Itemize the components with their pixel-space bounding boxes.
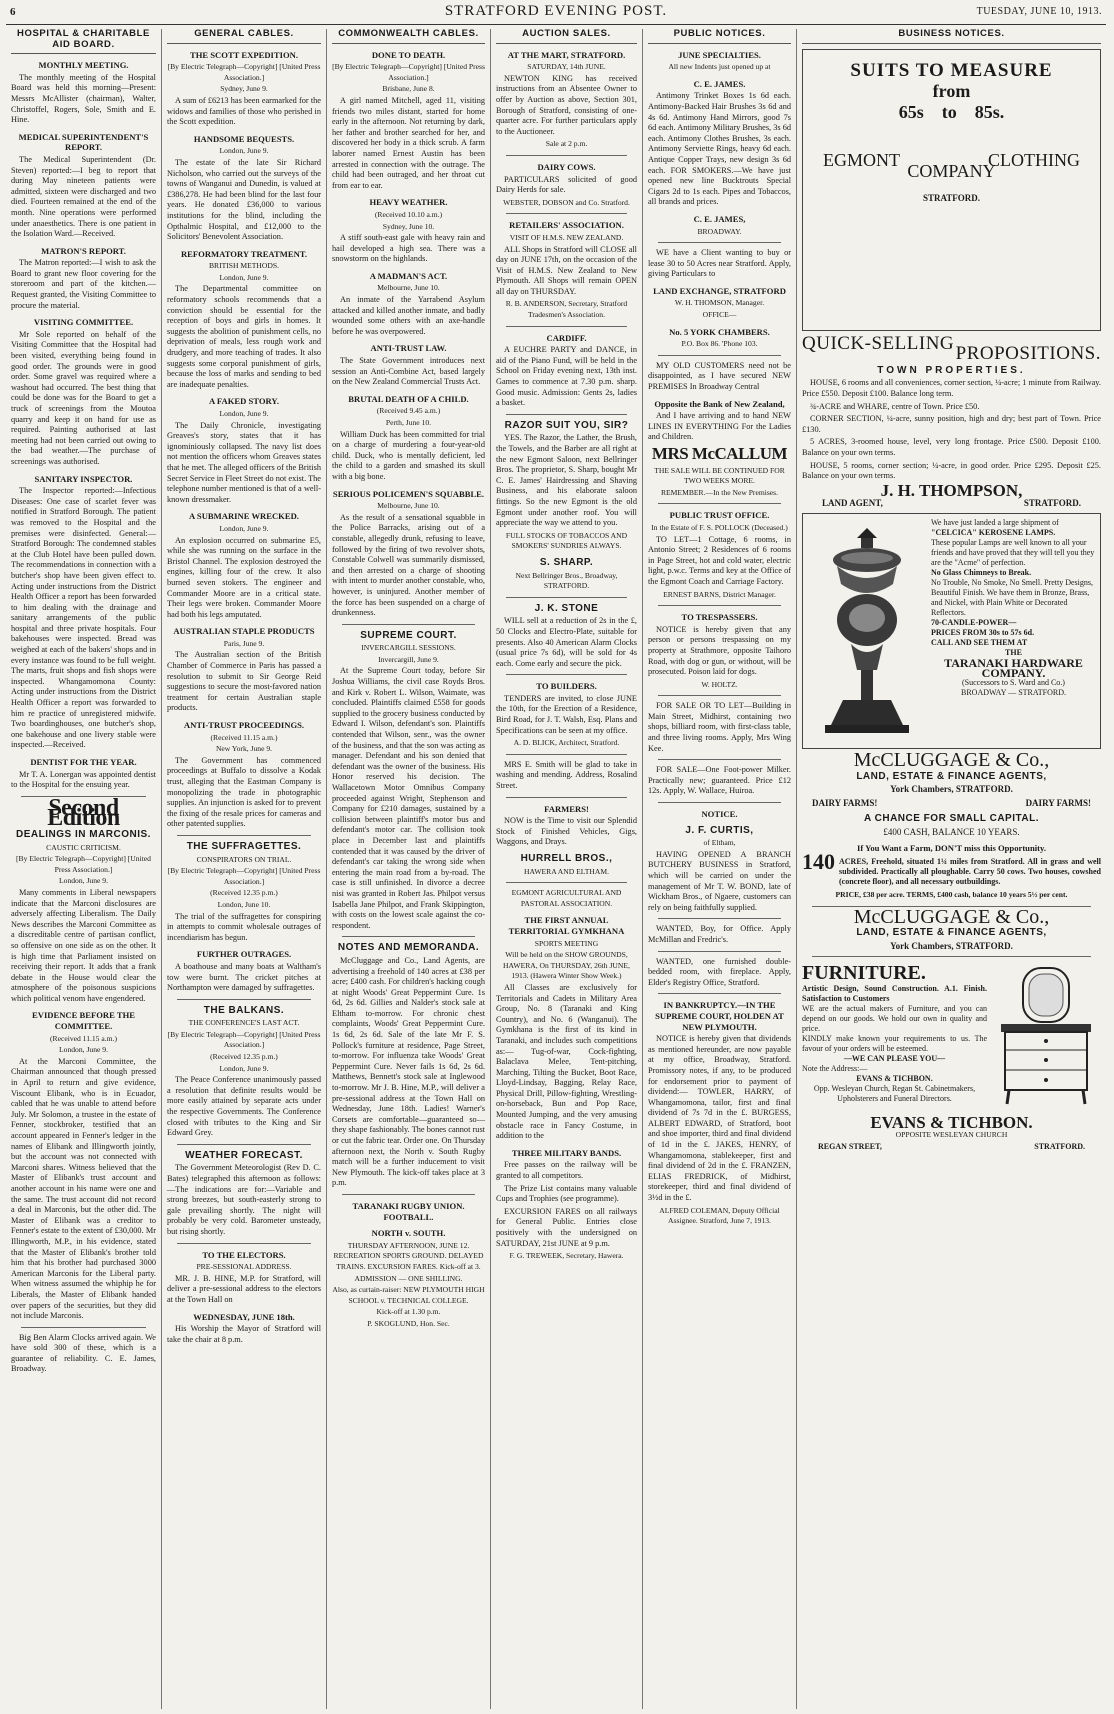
advert-text: ADMISSION — ONE SHILLING. [354,1273,463,1283]
story-body: The Medical Superintendent (Dr. Steven) reported:—I beg to report that during May nineteen patients were admitted, sixteen were discharged and two died. Fourteen remained at the end of the month. Nine operations were performed under anaesthetics. There is one patient in the Isolation Ward.—Received. [11,154,156,239]
dateline: London, June 9. [219,523,269,533]
advert-address: BROADWAY. [697,226,742,236]
story-heading: WEATHER FORECAST. [185,1149,303,1161]
story-heading: ANTI-TRUST PROCEEDINGS. [183,720,305,731]
advert-body: All Classes are exclusively for Territorials and Cadets in Military Area Group, No. 8 (Taranaki and King Country), and No. 6 (Wanganui). The Gymkhana is the first of its kind in Taranaki, and includes such competitions as:— Tug-of-war, Cock-fighting, Balaclava Melee, Tent-pitching, Marching, Tilting the Bucket, Boot Race, Lloyd-Lindsay, Bagging, Relay Race, Physical Drill, Pillow-fighting, Wrestling-on-horseback, Bun and Pop Race, Mounted Jumping, and the very amusing obstacle race in Fancy Costume, in addition to the [496,982,637,1141]
column-heading: PUBLIC NOTICES. [648,29,791,44]
evans-location: OPPOSITE WESLEYAN CHURCH [895,1130,1008,1140]
advert-heading: THE FIRST ANNUAL TERRITORIAL GYMKHANA [508,915,625,936]
bigben-notice: Big Ben Alarm Clocks arrived again. We have sold 300 of these, which is a guarantee of reliability. C. E. James, Broadway. [11,1332,156,1374]
wire-credit: [By Electric Telegraph—Copyright] [United Press Association.] [16,854,151,874]
furniture-text: Note the Address:— [802,1064,868,1074]
suits-from: from [932,81,971,102]
received-time: (Received 10.10 a.m.) [374,209,443,219]
lamp-text: THE [1005,647,1022,657]
mccluggage-name: McCLUGGAGE & Co., [853,748,1050,771]
story-heading: THE SUFFRAGETTES. [186,840,302,852]
farm-question: If You Want a Farm, DON'T miss this Opportunity. [857,843,1046,854]
mccluggage-sub-2: LAND, ESTATE & FINANCE AGENTS, [856,927,1047,939]
advert-heading: RETAILERS' ASSOCIATION. [509,220,624,231]
advert-text: THE SALE WILL BE CONTINUED FOR TWO WEEKS MORE. [654,465,785,486]
advert-text: P. SKOGLUND, Hon. Sec. [367,1318,450,1328]
story-body: The monthly meeting of the Hospital Board was held this morning—Present: Messrs McAllister (chairman), Walter, Christoffel, Rogers, Sole, Smith and E. Hine. [11,72,156,125]
egmont-town: STRATFORD. [922,192,981,203]
story-heading: EVIDENCE BEFORE THE COMMITTEE. [32,1010,135,1032]
dateline: Paris, June 9. [223,638,265,648]
advert-name: J. F. CURTIS, [685,824,754,836]
lamp-candlepower: 70-CANDLE-POWER— [931,617,1017,627]
dateline: Invercargill, June 9. [378,654,439,664]
mccluggage-sub: LAND, ESTATE & FINANCE AGENTS, [856,770,1047,782]
suits-heading: SUITS TO MEASURE [850,59,1053,81]
advert-body: FOR SALE—One Foot-power Milker. Practically new; guaranteed. Price £12 12s. Apply, W. Wallace, Huiroa. [648,765,791,796]
advert-name: C. E. JAMES. [693,78,746,89]
story-body: At the Supreme Court today, before Sir Joshua Williams, the civil case Royds Bros. and Kirk v. Robert L. Wilson, Waimate, was concluded. Plaintiffs claimed £558 for goods supplied to the grocery business conducted by Edward I. Wilson, defendant's son. Plaintiffs contended that Wilson, senr., was the owner of the business, and that the son was acting as manager. Defendant and his son denied that defendant was the owner of the business. His Honor reserved his decision. The Wallacetown Motor Omnibus Company proceeded against Wright, Stephenson and Company for £210 damages, sustained by a collision between plaintiff's motor bus and defendant's motor car. The collision took place in December last and plaintiffs contended that it was caused by the driver of defendant's car taking the wrong side when entering the main road from a by-road. The case is still unfinished. In divorce a decree nisi was granted in Robert Jas. Philpot versus Isabella Jane Philpot, and Frank Skippington, with costs on the lowest scale against the co-respondent. [332,666,485,930]
thompson-name: J. H. THOMPSON, [880,480,1023,500]
story-body: As the result of a sensational squabble in the Police Barracks, arising out of a constable, allegedly drunk, refusing to leave, followed by the firing of two revolver shots, Constable Colwell was summarily dismissed, and then arrested on a charge of shooting with intent to murder another constable, who, however, is uninjured. Another member of the force has been suspended on a charge of drunkenness. [332,512,485,618]
story-heading: FURTHER OUTRAGES. [196,949,292,960]
advert-heading: IN BANKRUPTCY.—IN THE SUPREME COURT, HOLDEN AT NEW PLYMOUTH. [655,1000,784,1032]
advert-address: No. 5 YORK CHAMBERS. [669,326,770,337]
dateline: Sydney, June 9. [220,84,268,94]
wire-credit: [By Electric Telegraph—Copyright] [United Press Association.] [167,62,321,82]
town-properties: TOWN PROPERTIES. [877,364,1026,376]
advert-text: Also, as curtain-raiser: NEW PLYMOUTH HIGH SCHOOL v. TECHNICAL COLLEGE. [332,1285,485,1305]
dairy-farms-left: DAIRY FARMS! [812,797,878,808]
dateline: London, June 9. [219,1063,269,1073]
advert-subheading: VISIT OF H.M.S. NEW ZEALAND. [509,232,624,242]
advert-body: TO LET—1 Cottage, 6 rooms, in Antonio Street; 2 Residences of 6 rooms in Page Street, hot and cold water, electric light, p.w.c. Terms and key at the Office of the Egmont Coach and Carriage Factory. [648,534,791,586]
story-heading: A MADMAN'S ACT. [369,270,448,281]
story-heading: SANITARY INSPECTOR. [34,473,133,484]
wire-credit: [By Electric Telegraph—Copyright] [United Press Association.] [332,62,485,82]
advert-signature: ERNEST BARNS, District Manager. [663,589,776,599]
advert-body: NOTICE is hereby given that dividends as mentioned hereunder, are now payable at my office, Broadway, Stratford. Promissory notes, if any, to be produced for endorsement prior to payment of dividend:— TOWLER, HARRY, of Whangamomona, tailor, first and final dividend of 7s 7d in the £. BURGESS, ALBERT EDWARD, of Stratford, boot and shoe importer, third and final dividend of 1d in the £. JAKES, HENRY, of Whangamomona, stablekeeper, first and final dividend of 2d in the £. FRANZEN, ELIAS FREDRICK, of Midhirst, storekeeper, third and final dividend of 3½d in the £. [648,1034,791,1203]
dateline: Melbourne, June 10. [377,501,440,511]
wire-credit: [By Electric Telegraph—Copyright] [United Press Association.] [167,866,321,886]
story-body: Many comments in Liberal newspapers indicate that the Marconi disclosures are adversely affecting Liberalism. The Daily News describes the Marconi Committee as a discreditable centre of partisan conflict, so offensive on one side as on the other. It is high time that Parliament insisted on receiving their report. It adds that a frank debate in the House would clear the atmosphere of the poisonous suspicions which political venom have engendered. [11,887,156,1003]
egmont-word: EGMONT [823,150,900,171]
advert-body: NOW is the Time to visit our Splendid Stock of Finished Vehicles, Gigs, Waggons, and Drays. [496,816,637,847]
advert-body: TENDERS are invited, to close JUNE the 10th, for the Erection of a Residence, Bird Road, for J. T. Walsh, Esq. Plans and Specifications can be seen at my office. [496,693,637,735]
dateline: London, June 9. [59,876,108,886]
story-body: The trial of the suffragettes for conspiring in attempts to commit wholesale outrages of incendiarism has begun. [167,911,321,942]
story-body: The Daily Chronicle, investigating Greaves's story, states that it has ignominiously collapsed. The navy list does not mention the officers whom Greaves states that he met. The alleged officers of the British Secret Service in Fleet Street do not exist. The telephone number mentioned is that of a well-known dressmaker. [167,420,321,504]
advert-body: WANTED, Boy, for Office. Apply McMillan and Fredric's. [648,924,791,944]
evans-town: STRATFORD. [1034,1141,1085,1151]
column-heading: COMMONWEALTH CABLES. [332,29,485,44]
column-general-cables [162,29,327,1709]
property-list: HOUSE, 6 rooms and all conveniences, corner section, ¼-acre; 1 minute from Railway. Price £550. Deposit £100. Balance long term. ¾-ACRE and WHARE, centre of Town. Price £50. CORNER SECTION, ¼-acre, sunny position, high and dry; best part of Town. Price £130. 5 ACRES, 3-roomed house, level, very long frontage. Price £500. Deposit £100. Balance on your own terms. HOUSE, 5 rooms, corner section; ¼-acre, in good order. Price £295. Deposit £25. Balance on your own terms. [802,378,1101,481]
cash-line: £400 CASH, BALANCE 10 YEARS. [883,826,1020,837]
lamp-text: No Glass Chimneys to Break. [931,567,1032,577]
dairy-farms-right: DAIRY FARMS! [1025,797,1091,808]
clothing-word: CLOTHING [988,150,1080,171]
story-heading: HANDSOME BEQUESTS. [193,133,295,144]
column-heading: HOSPITAL & CHARITABLE AID BOARD. [11,29,156,54]
story-heading: HEAVY WEATHER. [369,197,448,208]
advert-heading: TO TRESPASSERS. [681,612,758,623]
taranaki-address: BROADWAY — STRATFORD. [961,687,1066,697]
company-word: COMPANY [907,160,996,181]
furniture-firm: EVANS & TICHBON. [856,1074,933,1084]
furniture-heading: FURNITURE. [802,962,926,985]
advert-name: LAND EXCHANGE, STRATFORD [653,285,786,296]
advert-text: THREE MILITARY BANDS. [511,1147,622,1158]
story-subheading: INVERCARGILL SESSIONS. [361,643,456,653]
received-time: (Received 11.15 a.m.) [210,732,278,742]
advert-address: of Eltham, [703,838,736,848]
advert-heading: EGMONT AGRICULTURAL AND PASTORAL ASSOCIATION. [511,888,622,908]
newspaper-title: STRATFORD EVENING POST. [444,3,668,19]
advert-text: Will be held on the SHOW GROUNDS, HAWERA, On THURSDAY, 26th JUNE, 1913. (Hawera Winter Show Week.) [503,950,630,981]
advert-signature: F. G. TREWEEK, Secretary, Hawera. [509,1251,624,1261]
advert-text: REMEMBER.—In the New Premises. [660,487,779,497]
advert-name: MRS McCALLUM [651,444,788,463]
dateline: London, June 9. [219,146,269,156]
advert-heading: TO THE ELECTORS. [202,1249,286,1260]
advert-body: FOR SALE OR TO LET—Building in Main Street, Midhirst, containing two shops, billiard room, with first-class table, and three living rooms. Apply, Mrs Wing Kee. [648,701,791,753]
story-body: A boathouse and many boats at Waltham's tow were burnt. The cricket pitches at Northampton were damaged by suffragettes. [167,961,321,993]
taranaki-hardware: TARANAKI HARDWARE COMPANY. [944,655,1083,680]
page-number: 6 [10,6,16,18]
advert-text: Opposite the Bank of New Zealand, [654,398,785,409]
story-heading: MONTHLY MEETING. [38,60,129,71]
dateline: Melbourne, June 10. [377,283,440,293]
story-subheading: BRITISH METHODS. [208,261,280,271]
advert-body: Antimony Trinket Boxes 1s 6d each. Antimony-Backed Hair Brushes 3s 6d and 4s 6d. Antimony Hand Mirrors, good 7s 6d each. Antimony Military Brushes, 3s 6d each. Antimony Clothes Brushes, 3s each. Antimony Serviette Rings, heavy 6d each. Antique Copper Trays, new design 3s 6d each. FOR SMOKERS.—We have just opened new line Bucktrouts Special Cigars 2d to 1s each. Pipes and Tobaccos, all brands and prices. [648,91,791,207]
advert-heading: NOTICE. [701,809,738,820]
advert-body: ALL Shops in Stratford will CLOSE all day on JUNE 17th, on the occasion of the Visit of H.M.S. New Zealand to New Plymouth. All Shops will remain OPEN all day on THURSDAY. [496,244,637,296]
column-business-notices [797,29,1106,1709]
advert-heading: TARANAKI RUGBY UNION. FOOTBALL. [352,1200,465,1222]
story-heading: THE SCOTT EXPEDITION. [189,49,298,60]
thompson-role: LAND AGENT, [822,498,883,509]
received-time: (Received 12.35 p.m.) [210,1052,278,1062]
dateline: New York, June 9. [215,744,273,754]
advert-body: WE have a Client wanting to buy or lease 30 to 50 Acres near Stratford. Apply, giving Particulars to [648,248,791,279]
furniture-text: —WE CAN PLEASE YOU— [843,1054,946,1064]
dateline: Sydney, June 10. [382,221,435,231]
dateline: London, June 9. [219,272,269,282]
advert-subheading: PRE-SESSIONAL ADDRESS. [196,1262,292,1272]
story-heading: MATRON'S REPORT. [41,245,126,256]
mccluggage-addr-2: York Chambers, STRATFORD. [890,940,1013,951]
advert-heading: PUBLIC TRUST OFFICE. [669,510,770,521]
advert-body: The Prize List contains many valuable Cups and Trophies (see programme). [496,1183,637,1204]
story-heading: DEALINGS IN MARCONIS. [16,828,151,840]
story-body: An inmate of the Yarrabend Asylum attacked and killed another inmate, and badly wounded some others with an axe-handle before he was overpowered. [332,295,485,336]
advert-date: SATURDAY, 14th JUNE. [527,62,606,72]
advert-text: Kick-off at 1.30 p.m. [376,1307,441,1317]
masthead [6,0,1106,25]
advert-address: HAWERA AND ELTHAM. [524,866,609,876]
story-heading: BRUTAL DEATH OF A CHILD. [348,393,469,404]
advert-body: Free passes on the railway will be granted to all competitors. [496,1160,637,1181]
advert-date: WEDNESDAY, JUNE 18th. [193,1311,295,1322]
story-body: The State Government introduces next session an Anti-Combine Act, based largely on the New Zealand Commercial Trusts Act. [332,356,485,387]
advert-body: MY OLD CUSTOMERS need not be disappointed, as I have secured NEW PREMISES In Broadway Central [648,360,791,392]
advert-text: Sale at 2 p.m. [545,139,588,149]
story-heading: ANTI-TRUST LAW. [370,343,447,354]
advert-body: A EUCHRE PARTY and DANCE, in aid of the Piano Fund, will be held in the School on Friday evening next, 13th inst. Games to commence at 7.30 p.m. sharp. Good music. Admission: Gents 2s, ladies a basket. [496,345,637,408]
mccluggage-name-2: McCLUGGAGE & Co., [853,905,1050,928]
advert-body: NEWTON KING has received instructions from an Absentee Owner to offer by Auction as above, Section 301, Borough of Stratford, consisting of one-quarter acre. For further particulars apply to the Auctioneer. [496,73,637,136]
propositions-heading: PROPOSITIONS. [955,343,1101,365]
story-body: An explosion occurred on submarine E5, while she was running on the surface in the Bristol Channel. The explosion destroyed the engines, killing four of the crew. It also burned seven stokers. The engineer and Commander Moore are in a critical state. Their legs were broken. Commander Moore had both his legs amputated. [167,535,321,619]
mccluggage-addr: York Chambers, STRATFORD. [890,784,1013,795]
column-public-notices [643,29,797,1709]
advert-signature: WEBSTER, DOBSON and Co. Stratford. [503,197,630,207]
story-body: McCluggage and Co., Land Agents, are advertising a freehold of 140 acres at £38 per acre; £400 cash. For children's hacking cough at night Woods' Great Peppermint Cure. 1s 6d, 2s 6d. Gillies and Nalder's stock sale at Eltham to-morrow. For chronic chest complaints, Woods' Great Peppermint Cure. 1s 6d, 2s 6d. Sale of the late Mr F. S. Pollock's furniture at residence, Page Street, to-morrow. For influenza take Woods' Great Peppermint Cure. Never fails 1s 6d, 2s 6d. Matthews, Bennett's stock sale at Inglewood to-morrow. Mr J. B. Hine, M.P., will deliver a pre-sessional address at the Town Hall on Wednesday, June 18th. Ladies! Warner's Corsets are comfortable—guaranteed so—they shape fashionably. The bones cannot rust or cut the fabric tear. Order one. On Thursday afternoon next, the North v. South Rugby match will be a further inducement to visit New Plymouth. The kick-off takes place at 3 p.m. [332,955,485,1188]
thompson-town: STRATFORD. [1023,498,1081,509]
story-heading: DONE TO DEATH. [371,49,446,60]
lamp-text: CALL AND SEE THEM AT [931,637,1028,647]
advert-signature: ALFRED COLEMAN, Deputy Official Assignee. Stratford, June 7, 1913. [659,1205,780,1226]
story-body: Mr Sole reported on behalf of the Visiting Committee that the Hospital had been visited, everything being found in good order. The grounds were in good order. Some gravel was required where a washout had occurred. The best thing that could be done was for the Board to get a truck of screenings from the Moutoa quarry and keep it on hand for use as required. Painting authorised at last meeting had not been carried out owing to the bad weather.—The purchase of screenings was authorised. [11,329,156,466]
story-body: William Duck has been committed for trial on a charge of murdering a four-year-old child. Duck, who is mentally deficient, led the child to a garden and smashed its skull with a big bone. [332,429,485,481]
advert-text: P.O. Box 86. 'Phone 103. [681,339,758,349]
suits-price: 65s to 85s. [898,101,1005,122]
advert-subheading: NORTH v. SOUTH. [371,1228,446,1239]
advert-text: OFFICE— [702,310,737,320]
quick-selling-heading: QUICK-SELLING [802,332,955,354]
second-edition-banner: Second Edition [47,794,120,832]
advert-name: HURRELL BROS., [520,853,613,864]
advert-body: HAVING OPENED A BRANCH BUTCHERY BUSINESS in Stratford, which will be carried on under the management of Mr T. W. BOND, late of Wickham Bros., of Ngaere, customers can rely on being faithfully supplied. [648,849,791,912]
story-heading: VISITING COMMITTEE. [33,317,134,328]
dateline: London, June 10. [217,899,271,909]
story-heading: SUPREME COURT. [360,629,457,641]
advert-signature: W. H. THOMSON, Manager. [674,298,765,308]
chance-heading: A CHANCE FOR SMALL CAPITAL. [864,813,1039,825]
story-heading: REFORMATORY TREATMENT. [180,248,308,259]
dateline: London, June 9. [219,409,269,418]
story-body: Mr T. A. Lonergan was appointed dentist to the Hospital for the ensuing year. [11,769,156,790]
advert-text: FULL STOCKS OF TOBACCOS AND SMOKERS' SUNDRIES ALWAYS. [505,530,628,551]
story-heading: DENTIST FOR THE YEAR. [30,757,137,767]
advert-signature: W. HOLTZ. [701,679,738,689]
received-time: (Received 11.15 a.m.) [50,1033,117,1043]
column-auction-sales [491,29,643,1709]
story-body: A girl named Mitchell, aged 11, visiting friends two miles distant, started for home early in the afternoon. Not returning by dark, her father and brother searched for her, and discovered her body in a thick scrub. A farm laborer named Ernest Austin has been arrested in connection with the outrage. The child had been outraged, and her throat cut from ear to ear. [332,95,485,190]
advert-text: All new Indents just opened up at [668,62,771,72]
advert-name: C. E. JAMES, [693,213,746,224]
story-body: The Australian section of the British Chamber of Commerce in Paris has passed a resolution to submit to Sir George Reid suggestions to secure the most-favored nation treatment for certain Australian staple products. [167,650,321,713]
advert-body: PARTICULARS solicited of good Dairy Herds for sale. [496,174,637,195]
furniture-ad [802,962,1101,1112]
story-heading: NOTES AND MEMORANDA. [337,942,480,954]
advert-body: EXCURSION FARES on all railways for General Public. Entries close positively with the undersigned on SATURDAY, 21st JUNE at 9 p.m. [496,1206,637,1248]
advert-subheading: In the Estate of F. S. POLLOCK (Deceased.) [651,522,788,532]
dateline: Brisbane, June 8. [382,84,435,94]
lamp-name: "CELCICA" KEROSENE LAMPS. [931,527,1056,537]
advert-body: And I have arriving and to hand NEW LINES IN EVERYTHING For the Ladies and Children. [648,411,791,442]
story-body: The Government Meteorologist (Rev D. C. Bates) telegraphed this afternoon as follows:—The indications are for:—Variable and strong breezes, but south-easterly strong to gale prevailing shortly. The night will probably be very cold. Barometer unsteady, but rising shortly. [167,1163,321,1236]
dressing-table-icon [991,962,1101,1112]
received-time: (Received 9.45 a.m.) [376,406,441,416]
story-heading: THE BALKANS. [203,1004,285,1016]
advert-address: Next Bellringer Bros., Broadway, STRATFORD. [515,570,618,591]
story-body: The Inspector reported:—Infectious Diseases: One case of scarlet fever was notified in Stratford Borough. The patient was removed to the Hospital and the premises were disinfected. General:—Stratford Borough: The condemned stables at the Club Hotel have been pulled down. The recommendations in connection with a butcher's shop have been given effect to. Acting under instructions from the District Health Officer a report has been forwarded to him dealing with the drainage and sanitary arrangements of the public hospital and three private hospitals. Four bakehouses were inspected. Bread was weighed at each of the bakers' shops and in every instance was found to be full weight. The marts, fruit shops and fish shops were inspected. Whangamomona County: Acting under instructions from the District Health Officer a report was forwarded to him re practice of unregistered midwife. Two boardinghouses, one butcher's shop, one bakehouse and one livery stable were inspected.—Received. [11,486,156,750]
story-heading: AUSTRALIAN STAPLE PRODUCTS [173,626,315,637]
column-heading: AUCTION SALES. [496,29,637,44]
furniture-text: KINDLY make known your requirements to us. The favour of your orders will be esteemed. [802,1034,987,1054]
advert-name: S. SHARP. [539,556,594,568]
story-body: The Matron reported:—I wish to ask the Board to grant new floor covering for the storeroom and part of the kitchen.—Request granted, the Visiting Committee to procure the material. [11,258,156,310]
advert-name: J. K. STONE [534,602,599,614]
advert-heading: DAIRY COWS. [537,161,596,172]
story-subheading: CAUSTIC CRITICISM. [46,842,121,852]
story-heading: A FAKED STORY. [209,396,279,407]
advert-subheading: SPORTS MEETING [534,938,599,948]
advert-heading: FARMERS! [544,803,589,814]
evans-tichbon: EVANS & TICHBON. [870,1113,1033,1133]
acres-text: ACRES, Freehold, situated 1¼ miles from Stratford. All in grass and well subdivided. Practically all ploughable. Carry 50 cows. Two houses, cowshed (concrete floor), and all necessary outbuildings. [839,857,1101,887]
column-commonwealth-cables [327,29,491,1709]
advert-heading: CARDIFF. [546,332,587,343]
issue-date: TUESDAY, JUNE 10, 1913. [976,6,1102,17]
story-body: At the Marconi Committee, the Chairman announced that though pressed in April to return and give evidence, Viscount Elibank, who is in Ecuador, cabled that he was unable to attend before July. Mr Solomon, a trustee in the estate of Fenner, stockbroker, testified that an account appeared in Fenner's ledger in the names of Elibank and Illingworth jointly, but the account was not connected with Marconi shares. Witness believed that the Master of Elibank's trust account and another account in his name were one and the same. The trust account did not record a deal in Marconis, but the other did. The Master of Elibank was a creditor to Fenner's estate to the extent of £30,000. Mr Illingworth, M.P., in his evidence, stated that the Master of Elibank's brother told him that his brother had purchased 3000 American Marconis for the Liberal party. When witness assumed the whiphip he for Liberals, the Master of Elibank handed over papers of the securities, but they did not include Marconis. [11,1056,156,1321]
advert-signature: A. D. BLICK, Architect, Stratford. [513,738,620,748]
acres-number: 140 [802,849,835,875]
lamp-ad [802,513,1101,749]
advert-heading: JUNE SPECIALTIES. [678,49,761,60]
advert-body: WANTED, one furnished double-bedded room, with fireplace. Apply, Elder's Registry Office, Stratford. [648,956,791,987]
lamp-price: PRICES FROM 30s to 57s 6d. [931,627,1035,637]
advert-body: MRS E. Smith will be glad to take in washing and mending. Address, Rosalind Street. [496,759,637,791]
advert-body: His Worship the Mayor of Stratford will take the chair at 8 p.m. [167,1324,321,1344]
advert-body: MR. J. B. HINE, M.P. for Stratford, will deliver a pre-sessional address to the electors at the Town Hall on [167,1273,321,1304]
acres-price: PRICE, £38 per acre. TERMS, £400 cash, balance 10 years 5½ per cent. [835,890,1068,900]
story-body: A stiff south-east gale with heavy rain and hail developed a high sea. There was a snowstorm on the highlands. [332,233,485,264]
story-heading: MEDICAL SUPERINTENDENT'S REPORT. [18,131,149,153]
story-body: The Departmental committee on reformatory schools recommends that a conviction should be essential for the reception of boys and girls in homes. It suggests the abolition of punishment cells, no deprivation of meals, less rough work and drudgery, and more teaching of trades. It also suggests some corporal punishment of girls, because the loss of marks and sending to bed are inadequate penalties. [167,284,321,389]
advert-body: WILL sell at a reduction of 2s in the £, 50 Clocks and Electro-Plate, suitable for presents. Also 40 American Alarm Clocks (usual price 7s 6d), will be sold for 4s each. Come early and secure the pick. [496,616,637,668]
evans-street: REGAN STREET, [818,1141,882,1151]
advert-heading: AT THE MART, STRATFORD. [507,49,626,60]
story-heading: A SUBMARINE WRECKED. [189,511,299,522]
kerosene-lamp-icon [807,520,927,740]
column-heading: GENERAL CABLES. [167,29,321,44]
story-heading: SERIOUS POLICEMEN'S SQUABBLE. [332,488,485,499]
story-body: A sum of £6213 has been earmarked for the widows and families of those who perished in the Scott expedition. [167,95,321,127]
lamp-text: These popular Lamps are well known to all your friends and have proved that they will tell you they are the "Acme" of perfection. [931,537,1095,567]
furniture-text: Artistic Design, Sound Construction. A.1. Finish. Satisfaction to Customers [802,984,987,1004]
story-body: The Peace Conference unanimously passed a resolution that definite results would be more easily attained by separate acts under the respective Governments. The Conference closed with tributes to the King and Sir Edward Grey. [167,1075,321,1138]
advert-signature: R. B. ANDERSON, Secretary, Stratford Tradesmen's Association. [505,299,628,320]
column-hospital-board [6,29,162,1709]
advert-heading: TO BUILDERS. [536,681,597,692]
wire-credit: [By Electric Telegraph—Copyright] [United Press Association.] [167,1029,321,1050]
advert-body: NOTICE is hereby given that any person or persons trespassing on my property at Strathmore, opposite Taihoro Road, with dog or gun, or without, will be prosecuted. Poison laid for dogs. [648,624,791,677]
received-time: (Received 12.35 p.m.) [210,888,278,898]
lamp-text: No Trouble, No Smoke, No Smell. Pretty Designs, Beautiful Finish. We have them in Bronze, Brass, and Nickel, with Plain White or Decorated Reflectors. [931,577,1094,617]
story-subheading: CONSPIRATORS ON TRIAL. [196,854,292,864]
story-subheading: THE CONFERENCE'S LAST ACT. [188,1018,300,1028]
lamp-text: We have just landed a large shipment of [931,517,1059,527]
story-body: The Government has commenced proceedings at Buffalo to dissolve a Kodak trust, alleging that the Eastman Company is monopolizing the trade in photographic supplies. An injunction is asked for to prevent the fixing of the resale prices for cameras and other patented supplies. [167,755,321,829]
furniture-text: WE are the actual makers of Furniture, and you can depend on our goods. We hold our own in quality and price. [802,1004,987,1034]
dateline: London, June 9. [59,1045,108,1055]
dateline: Perth, June 10. [385,418,432,427]
taranaki-successors: (Successors to S. Ward and Co.) [962,677,1065,687]
furniture-text: Opp. Wesleyan Church, Regan St. Cabinetmakers, Upholsterers and Funeral Directors. [813,1084,976,1104]
advert-heading: RAZOR SUIT YOU, SIR? [504,419,629,431]
story-body: The estate of the late Sir Richard Nicholson, who carried out the surveys of the towns of Wanganui and Dunedin, is valued at £386,278. He had been blind for the last four years. He donated £36,000 to various institutions for the blind, including the Opthalmic Hospital, and £12,000 to the Solicitors' Benevolent Association. [167,157,321,242]
egmont-clothing-ad [802,49,1101,331]
column-heading: BUSINESS NOTICES. [802,29,1101,44]
advert-body: YES. The Razor, the Lather, the Brush, the Towels, and the Barber are all right at the new Egmont Saloon, next Bellringer Bros. The proprietor, S. Sharp, bought Mr C. E. James' Hairdressing and Shaving Business, and his elaborate saloon fittings. So the new Egmont is the old Egmont under another roof. You will appreciate the way we attend to you. [496,433,637,528]
advert-text: THURSDAY AFTERNOON, JUNE 12. RECREATION SPORTS GROUND. DELAYED TRAINS. EXCURSION FARES. Kick-off at 3. [333,1240,484,1271]
